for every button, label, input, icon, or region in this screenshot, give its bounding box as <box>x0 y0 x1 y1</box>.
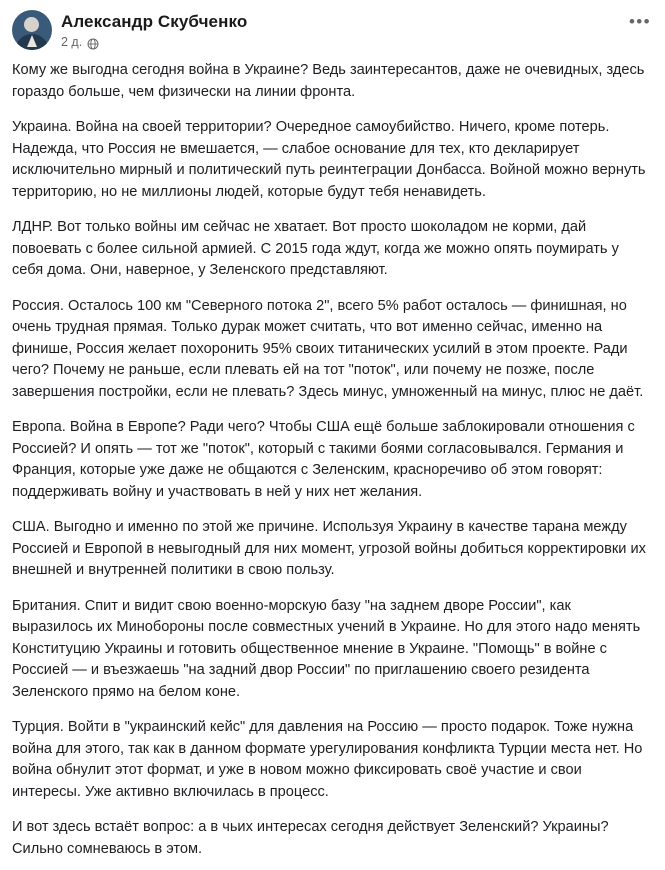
post-paragraph: Россия. Осталось 100 км "Северного потока 2", всего 5% работ осталось — финишная, но очень трудная прямая. Только дурак может считать, что вот именно сейчас, именно на финише, Россия желает похоронить 95% своих титанических усилий в этом проекте. Ради чего? Почему не раньше, если плевать ей на тот "поток", или почему не позже, после завершения постройки, если не плевать? Здесь минус, умноженный на минус, плюс не даёт. <box>12 297 644 400</box>
post-body <box>0 54 665 870</box>
author-name[interactable]: Александр Скубченко <box>61 12 248 31</box>
post-meta <box>61 35 247 50</box>
post-paragraph: Турция. Войти в "украинский кейс" для давления на Россию — просто подарок. Тоже нужна война для этого, так как в данном формате урегулирования конфликта Турции места нет. Но война обнулит этот формат, и уже в новом можно фиксировать своё участие и свои интересы. Уже активно включилась в процесс. <box>12 719 643 800</box>
post-header-text <box>61 10 247 50</box>
post-menu-button[interactable]: ••• <box>628 12 651 31</box>
post-paragraph: Британия. Спит и видит свою военно-морскую базу "на заднем дворе России", как выразилось их Минобороны после совместных учений в Украине. Но для этого надо менять Конституцию Украины и готовить общественное мнение в Украине. "Помощь" в войне с Россией — и въезжаешь "на задний двор России" по приглашению своего резидента Зеленского прямо на белом коне. <box>12 597 641 700</box>
avatar-head <box>24 17 39 32</box>
post-paragraph: Кому же выгодна сегодня война в Украине? Ведь заинтересантов, даже не очевидных, здесь гораздо больше, чем физически на линии фронта. <box>12 62 645 100</box>
post-paragraph: И вот здесь встаёт вопрос: а в чьих интересах сегодня действует Зеленский? Украины? Сильно сомневаюсь в этом. <box>12 819 609 857</box>
post-paragraph: Европа. Война в Европе? Ради чего? Чтобы США ещё больше заблокировали отношения с Россией? И опять — тот же "поток", который с такими боями согласовывался. Германия и Франция, которые уже даже не общаются с Зеленским, красноречиво об этом говорят: поддерживать войну и участвовать в ней у них нет желания. <box>12 419 635 500</box>
globe-icon <box>87 37 99 49</box>
post-paragraph: Украина. Война на своей территории? Очередное самоубийство. Ничего, кроме потерь. Надежда, что Россия не вмешается, — слабое основание для тех, кто декларирует исключительно мирный и политический путь реинтеграции Донбасса. Войной можно вернуть территорию, но не миллионы людей, которые будут тебя ненавидеть. <box>12 119 646 200</box>
post-header <box>0 0 665 54</box>
post-paragraph: ЛДНР. Вот только войны им сейчас не хватает. Вот просто шоколадом не корми, дай повоевать с более сильной армией. С 2015 года ждут, когда же можно опять поумирать у себя дома. Они, наверное, у Зеленского представляют. <box>12 219 619 278</box>
post-paragraph: США. Выгодно и именно по этой же причине. Используя Украину в качестве тарана между Россией и Европой в невыгодный для них момент, угрозой войны добиться корректировки их внешней и внутренней политики в свою пользу. <box>12 519 646 578</box>
post-timestamp[interactable]: 2 д. <box>61 35 83 49</box>
avatar[interactable] <box>12 10 52 50</box>
